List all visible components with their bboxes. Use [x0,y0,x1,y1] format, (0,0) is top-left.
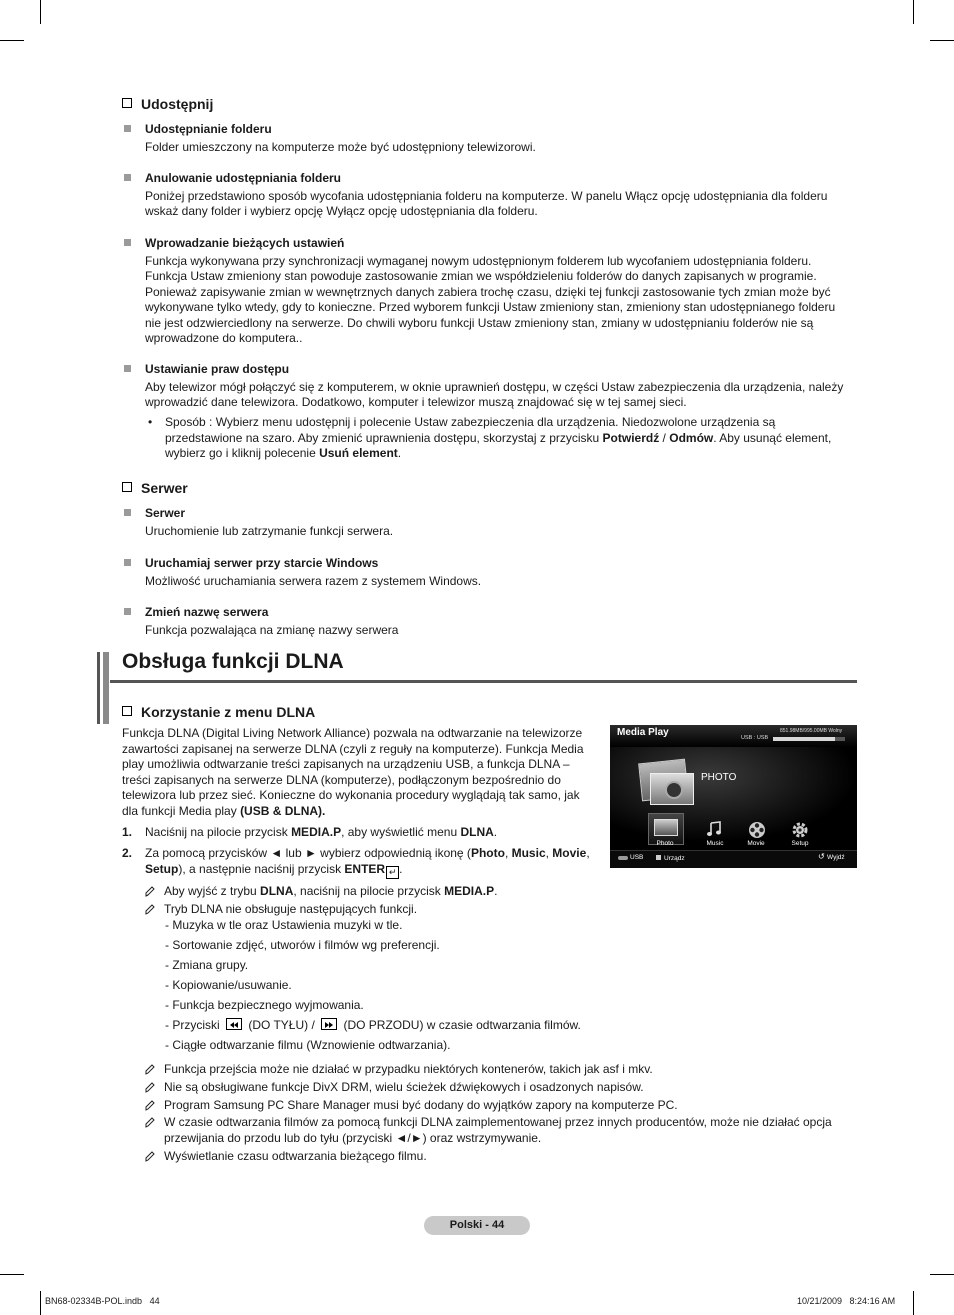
item-text: Folder umieszczony na komputerze może być udostępniony telewizorowi. [145,139,536,154]
menu-item-photo[interactable]: Photo [656,840,674,847]
step-1: 1. Naciśnij na pilocie przycisk MEDIA.P, aby wyświetlić menu DLNA. [122,825,498,839]
item-text: Aby telewizor mógł połączyć się z komputerem, w oknie uprawnień dostępu, w części Ustaw zabezpieczenia dla urządzenia, należy wprowadzić dane telewizora. Dodatkowo, komputer i telewizor muszą znajdować się w tej samej sieci. [145,379,844,409]
list-item [122,171,858,220]
title-accent-bar [97,652,100,724]
crop-mark [0,40,24,41]
list-item [122,122,858,155]
list-item [122,605,858,638]
page-number: Polski - 44 [424,1216,530,1235]
item-text: Funkcja pozwalająca na zmianę nazwy serwera [145,622,399,637]
crop-mark [913,0,914,24]
music-icon [706,821,722,837]
media-play-screen [610,725,857,868]
note-icon [145,1064,155,1075]
movie-icon [748,821,766,839]
capacity-bar [773,737,845,741]
crop-mark [40,1291,41,1315]
list-item [122,236,858,347]
intro-paragraph: Funkcja DLNA (Digital Living Network Alliance) pozwala na odtwarzanie na telewizorze zawartości zapisanej na serwerze DLNA (czyli z reguły na komputerze). Funkcja Media play umożliwia odtwarzanie treści zapisanych na urządzeniu USB, a funkcja DLNA – treści zapisanych na serwerze DLNA (komputerze), podłączonym bezpośrednio do telewizora lub przez sieć. Konieczne do wykonania procedury wyglądają tak samo, jak dla funkcji Media play (USB & DLNA). [122,726,584,818]
note-icon [145,1082,155,1093]
section-heading-server: Serwer [122,480,188,496]
section-heading-dlna: Korzystanie z menu DLNA [122,704,315,720]
item-title: Zmień nazwę serwera [145,605,269,619]
title-accent-bar [103,652,109,724]
selected-category: PHOTO [701,772,737,783]
page-title: Obsługa funkcji DLNA [122,650,344,673]
item-title: Udostępnianie folderu [145,122,272,136]
list-item [122,506,858,539]
item-text: Poniżej przedstawiono sposób wycofania udostępniania folderu na komputerze. W panelu Włącz opcję udostępniania dla folderu wskaż dany folder i wybierz opcję Wyłącz opcję udostępniania dla folderu. [145,188,828,218]
note-item: Nie są obsługiwane funkcje DivX DRM, wielu ścieżek dźwiękowych i osadzonych napisów. [145,1080,857,1096]
crop-mark [930,1274,954,1275]
footer-device[interactable]: Urządz [664,855,685,862]
crop-mark [913,1291,914,1315]
menu-item-setup[interactable]: Setup [791,840,809,847]
list-item: - Przyciski (DO TYŁU) / (DO PRZODU) w czasie odtwarzania filmów. [165,1018,581,1032]
note-icon [145,886,155,897]
item-title: Anulowanie udostępniania folderu [145,171,342,185]
crop-mark [40,0,41,24]
list-item [122,362,858,411]
photo-icon [654,819,678,836]
item-title: Uruchamiaj serwer przy starcie Windows [145,556,379,570]
note-item: Funkcja przejścia może nie działać w przypadku niektórych kontenerów, takich jak asf i mkv. [145,1062,857,1078]
title-underline [110,680,857,683]
rewind-icon [226,1018,242,1030]
footer-exit[interactable]: Wyjdź [827,854,845,861]
list-item: - Ciągłe odtwarzanie filmu (Wznowienie odtwarzania). [165,1038,451,1052]
menu-item-movie[interactable]: Movie [747,840,765,847]
button-icon [656,855,661,860]
note-icon [145,1100,155,1111]
setup-icon [791,821,809,839]
note-item: W czasie odtwarzania filmów za pomocą funkcji DLNA zaimplementowanej przez innych producentów, może nie działać opcja przewijania do przodu lub do tyłu (przyciski ◄/►) oraz wstrzymywanie. [145,1115,857,1146]
note-item: Aby wyjść z trybu DLNA, naciśnij na pilocie przycisk MEDIA.P. [145,884,857,900]
note-icon [145,904,155,915]
note-item: Wyświetlanie czasu odtwarzania bieżącego filmu. [145,1149,857,1165]
item-title: Serwer [145,506,186,520]
enter-icon: ↵ [386,866,399,879]
section-heading-share: Udostępnij [122,96,213,112]
print-file-info: BN68-02334B-POL.indb 44 [45,1296,160,1306]
media-play-title: Media Play [617,727,669,738]
list-item: - Funkcja bezpiecznego wyjmowania. [165,998,364,1012]
note-icon [145,1117,155,1128]
device-label: USB : USB [741,735,769,741]
step-2: 2. Za pomocą przycisków ◄ lub ► wybierz odpowiednią ikonę (Photo, Music, Movie, Setup), a następnie naciśnij przycisk ENTER ↵ . [122,846,590,877]
return-icon: ↺ [818,852,825,861]
crop-mark [930,40,954,41]
note-icon [145,1151,155,1162]
fast-forward-icon [321,1018,337,1030]
capacity-bar-fill [773,737,835,741]
item-title: Wprowadzanie bieżących ustawień [145,236,345,250]
capacity-text: 851.98MB/995.00MB Wolny [780,728,843,734]
note-item: Tryb DLNA nie obsługuje następujących funkcji. [145,902,857,918]
item-title: Ustawianie praw dostępu [145,362,290,376]
list-item [122,556,858,589]
print-date-info: 10/21/2009 8:24:16 AM [797,1296,896,1306]
note-item: Program Samsung PC Share Manager musi być dodany do wyjątków zapory na komputerze PC. [145,1098,857,1114]
list-item: - Muzyka w tle oraz Ustawienia muzyki w tle. [165,918,403,932]
list-item: - Zmiana grupy. [165,958,249,972]
list-item: - Sortowanie zdjęć, utworów i filmów wg preferencji. [165,938,440,952]
camera-icon [650,773,694,805]
footer-usb[interactable]: USB [630,854,644,861]
item-text: Funkcja wykonywana przy synchronizacji wymaganej nowym udostępnionym folderem lub wycofaniem udostępniania folderu. Funkcja Ustaw zmieniony stan powoduje zastosowanie zmian we współdzieleniu folderów do danych zapisanych w programie. Ponieważ zapisywanie zmian w wewnętrznych danych zabiera trochę czasu, dzięki tej funkcji zastosowanie tych zmian może być wykonywane tylko wtedy, gdy to konieczne. Przed wyborem funkcji Ustaw zmieniony stan, zmieniony stan udostępnianego folderu nie jest odzwierciedlony na serwerze. Do chwili wyboru funkcji Ustaw zmieniony stan, zmiany w udostępnianiu folderów nie są wprowadzone do komputera.. [145,253,836,345]
item-text: Możliwość uruchamiania serwera razem z systemem Windows. [145,573,482,588]
crop-mark [0,1274,24,1275]
menu-item-music[interactable]: Music [706,840,724,847]
usb-icon [618,856,628,860]
bullet-item: • Sposób : Wybierz menu udostępnij i polecenie Ustaw zabezpieczenia dla urządzenia. Niedozwolone urządzenia są przedstawione na szaro. Aby zmienić uprawnienia dostępu, skorzystaj z przycisku Potwierdź / Odmów. Aby usunąć element, wybierz go i kliknij polecenie Usuń element. [148,415,832,460]
item-text: Uruchomienie lub zatrzymanie funkcji serwera. [145,523,394,538]
list-item: - Kopiowanie/usuwanie. [165,978,292,992]
